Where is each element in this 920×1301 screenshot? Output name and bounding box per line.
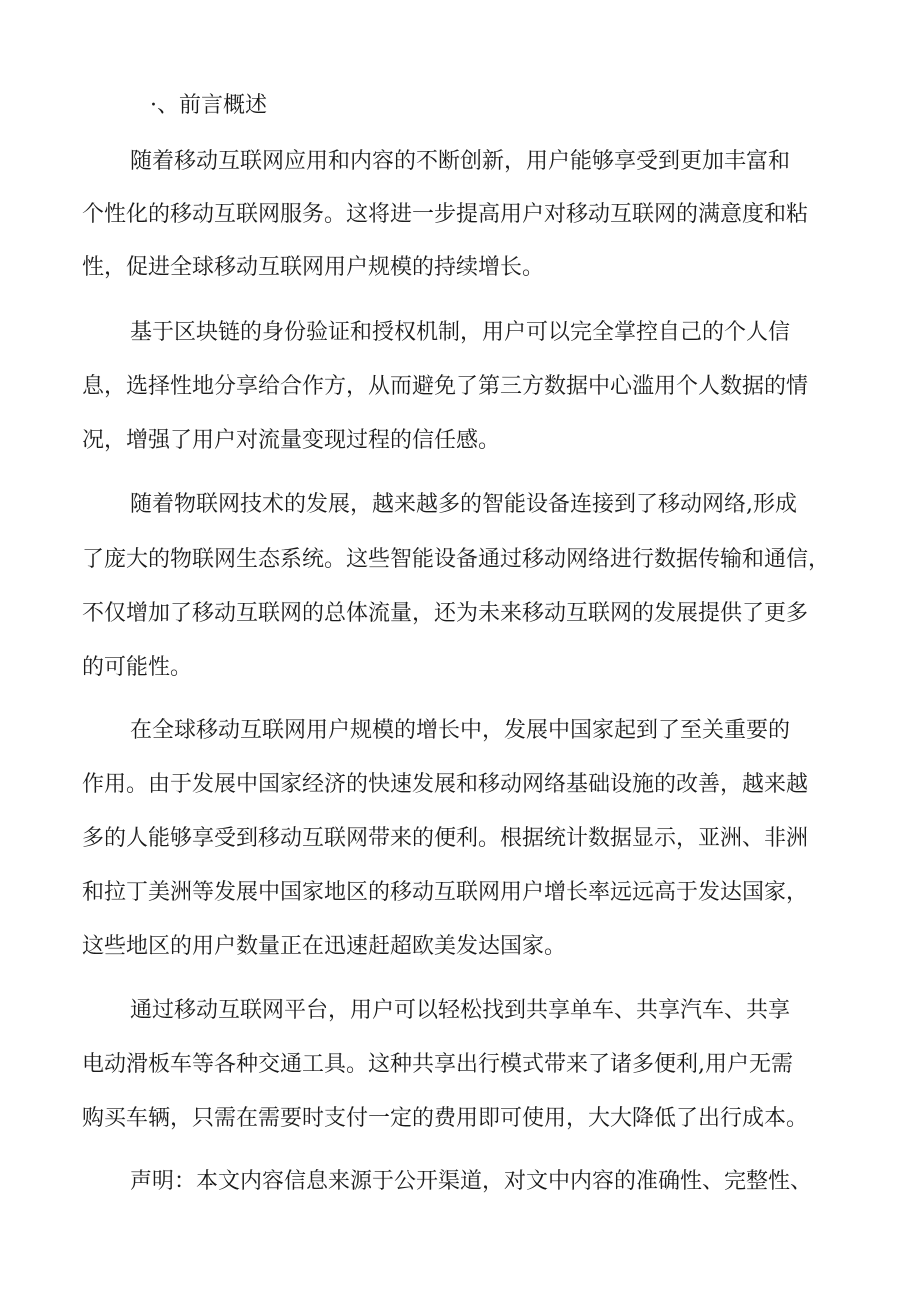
paragraph-6-line-1: 声明：本文内容信息来源于公开渠道，对文中内容的准确性、完整性、 — [130, 1169, 813, 1194]
paragraph-5-line-3: 购买车辆，只需在需要时支付一定的费用即可使用，大大降低了出行成本。 — [82, 1106, 809, 1131]
paragraph-4-line-3: 多的人能够享受到移动互联网带来的便利。根据统计数据显示，亚洲、非洲 — [82, 826, 809, 851]
paragraph-3-line-4: 的可能性。 — [82, 655, 193, 680]
paragraph-4-line-2: 作用。由于发展中国家经济的快速发展和移动网络基础设施的改善，越来越 — [82, 772, 809, 797]
paragraph-1-line-1: 随着移动互联网应用和内容的不断创新，用户能够享受到更加丰富和 — [130, 149, 791, 174]
paragraph-4-line-4: 和拉丁美洲等发展中国家地区的移动互联网用户增长率远远高于发达国家， — [82, 880, 809, 905]
paragraph-2-line-1: 基于区块链的身份验证和授权机制，用户可以完全掌控自己的个人信 — [130, 320, 791, 345]
paragraph-3-line-2: 了庞大的物联网生态系统。这些智能设备通过移动网络进行数据传输和通信， — [82, 547, 831, 572]
paragraph-4-line-5: 这些地区的用户数量正在迅速赶超欧美发达国家。 — [82, 934, 567, 959]
paragraph-2-line-3: 况，增强了用户对流量变现过程的信任感。 — [82, 428, 501, 453]
paragraph-5-line-1: 通过移动互联网平台，用户可以轻松找到共享单车、共享汽车、共享 — [130, 998, 791, 1023]
paragraph-5-line-2: 电动滑板车等各种交通工具。这种共享出行模式带来了诸多便利,用户无需 — [82, 1052, 793, 1077]
paragraph-4-line-1: 在全球移动互联网用户规模的增长中，发展中国家起到了至关重要的 — [130, 718, 791, 743]
paragraph-1-line-2: 个性化的移动互联网服务。这将进一步提高用户对移动互联网的满意度和粘 — [82, 202, 809, 227]
section-heading: ·、前言概述 — [150, 93, 267, 118]
paragraph-3-line-3: 不仅增加了移动互联网的总体流量，还为未来移动互联网的发展提供了更多 — [82, 601, 809, 626]
paragraph-2-line-2: 息，选择性地分享给合作方，从而避免了第三方数据中心滥用个人数据的情 — [82, 374, 809, 399]
paragraph-1-line-3: 性，促进全球移动互联网用户规模的持续增长。 — [82, 255, 545, 280]
paragraph-3-line-1: 随着物联网技术的发展，越来越多的智能设备连接到了移动网络,形成 — [130, 492, 797, 517]
